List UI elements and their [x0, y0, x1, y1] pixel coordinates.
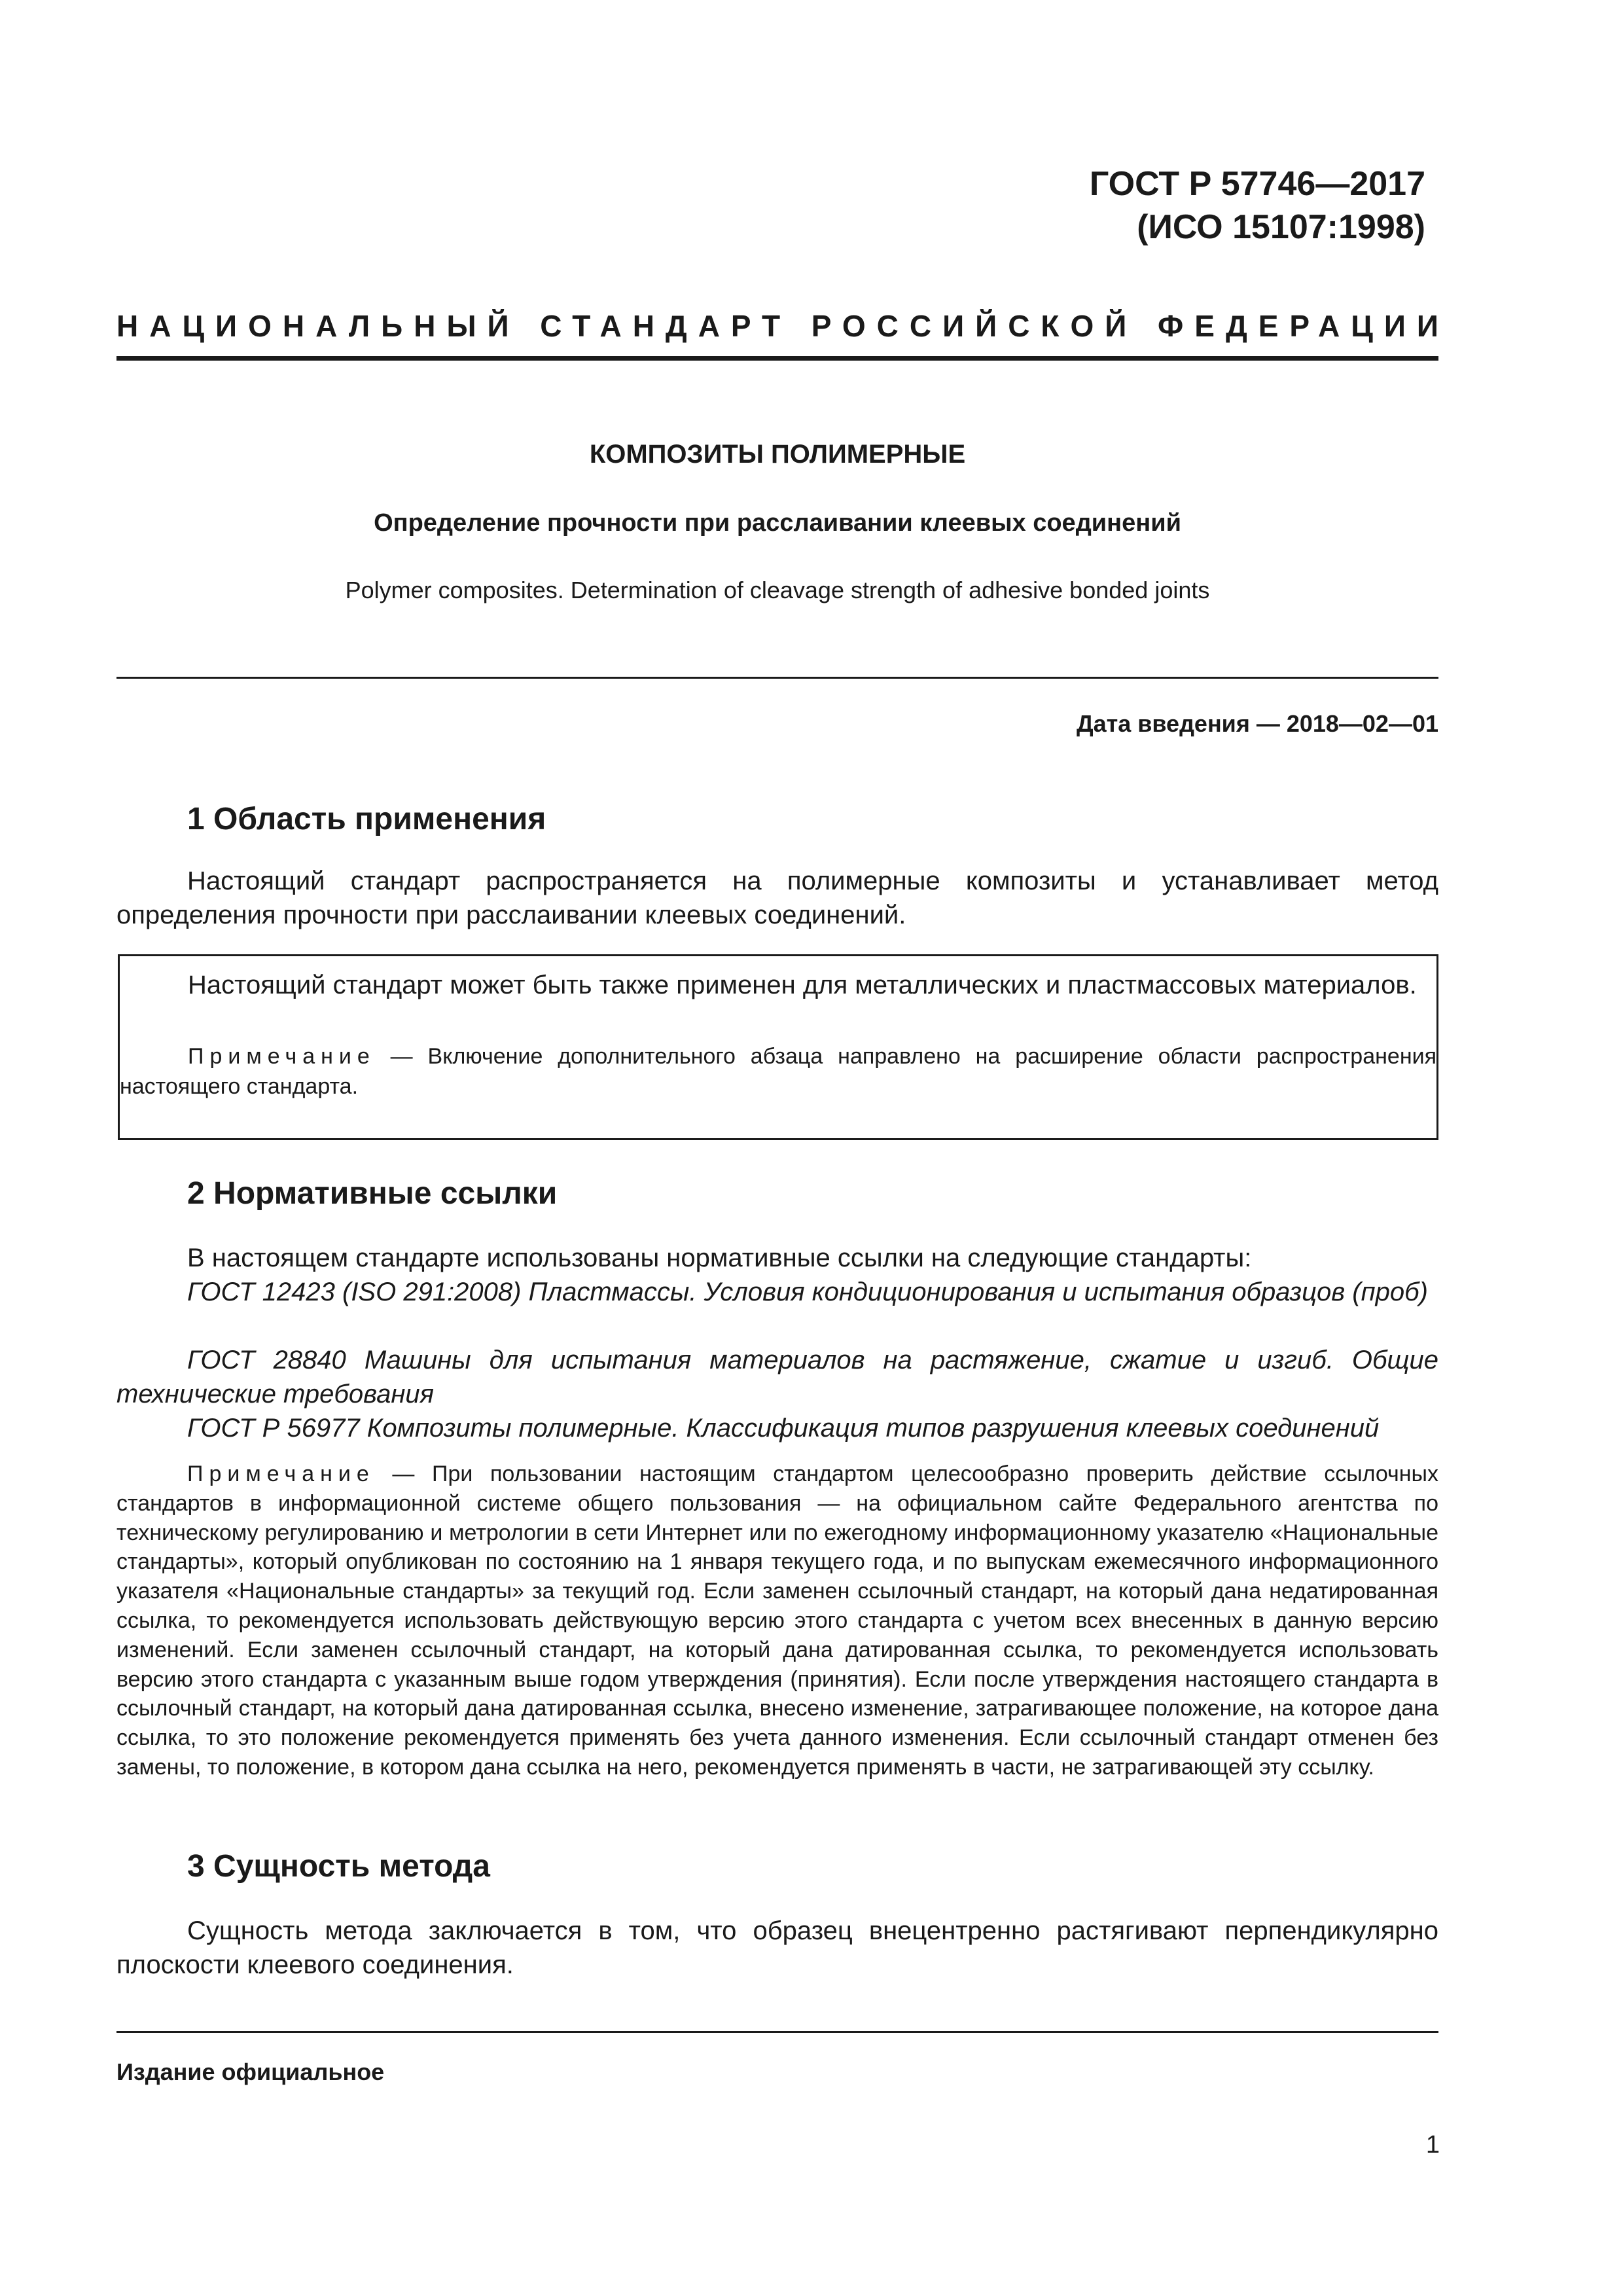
- document-title: КОМПОЗИТЫ ПОЛИМЕРНЫЕ: [589, 440, 966, 469]
- note-label: Примечание: [188, 1044, 376, 1069]
- title-rule: [116, 677, 1438, 679]
- footer-rule: [116, 2031, 1438, 2033]
- document-subtitle: Определение прочности при расслаивании клеевых соединений: [374, 509, 1181, 537]
- banner-word: СТАНДАРТ: [540, 309, 792, 343]
- standard-designation: [836, 162, 1425, 249]
- banner-word: РОССИЙСКОЙ: [811, 309, 1138, 343]
- page-number: 1: [1425, 2131, 1440, 2159]
- introduction-date: Дата введения — 2018—02—01: [1076, 710, 1438, 737]
- box-note: [120, 1041, 1436, 1102]
- section-2-note: [116, 1460, 1438, 1782]
- section-1-heading: 1 Область применения: [187, 802, 546, 836]
- official-edition-label: Издание официальное: [116, 2058, 385, 2085]
- iso-number: (ИСО 15107:1998): [1137, 208, 1425, 246]
- section-3-heading: 3 Сущность метода: [187, 1849, 490, 1884]
- reference-item: ГОСТ 12423 (ISO 291:2008) Пластмассы. Условия кондиционирования и испытания образцов (проб): [187, 1278, 1428, 1306]
- section-2-heading: 2 Нормативные ссылки: [187, 1176, 558, 1211]
- box-paragraph: Настоящий стандарт может быть также применен для металлических и пластмассовых материалов.: [188, 971, 1417, 999]
- banner-word: ФЕДЕРАЦИИ: [1158, 309, 1450, 343]
- banner-word: НАЦИОНАЛЬНЫЙ: [116, 309, 520, 343]
- english-title: Polymer composites. Determination of cleavage strength of adhesive bonded joints: [345, 577, 1210, 603]
- standard-number: ГОСТ Р 57746—2017: [1089, 165, 1425, 203]
- national-standard-banner: [116, 308, 1450, 344]
- section-1-paragraph: Настоящий стандарт распространяется на полимерные композиты и устанавливает метод определения прочности при расслаивании клеевых соединений.: [116, 867, 1438, 929]
- section-3-paragraph: Сущность метода заключается в том, что образец внецентренно растягивают перпендикулярно плоскости клеевого соединения.: [116, 1916, 1438, 1979]
- supplement-box: [118, 954, 1438, 1140]
- section-2-intro: В настоящем стандарте использованы нормативные ссылки на следующие стандарты:: [187, 1244, 1252, 1272]
- note-label: Примечание: [187, 1462, 375, 1486]
- reference-item: ГОСТ 28840 Машины для испытания материалов на растяжение, сжатие и изгиб. Общие технические требования: [116, 1346, 1438, 1408]
- reference-item: ГОСТ Р 56977 Композиты полимерные. Классификация типов разрушения клеевых соединений: [187, 1414, 1380, 1443]
- header-rule: [116, 356, 1438, 361]
- note-text: — При пользовании настоящим стандартом целесообразно проверить действие ссылочных стандартов в информационной системе общего пользования — на официальном сайте Федерального агентства по техническому регулированию и метрологии в сети Интернет или по ежегодному информационному указателю «Национальные стандарты», который опубликован по состоянию на 1 января текущего года, и по выпускам ежемесячного информационного указателя «Национальные стандарты» за текущий год. Если заменен ссылочный стандарт, на который дана недатированная ссылка, то рекомендуется использовать действующую версию этого стандарта с учетом всех внесенных в данную версию изменений. Если заменен ссылочный стандарт, на который дана датированная ссылка, то рекомендуется использовать версию этого стандарта с указанным выше годом утверждения (принятия). Если после утверждения настоящего стандарта в ссылочный стандарт, на который дана датированная ссылка, внесено изменение, затрагивающее положение, на которое дана ссылка, то это положение рекомендуется применять без учета данного изменения. Если ссылочный стандарт отменен без замены, то положение, в котором дана ссылка на него, рекомендуется применять в части, не затрагивающей эту ссылку.: [116, 1462, 1438, 1780]
- note-text: — Включение дополнительного абзаца направлено на расширение области распространения настоящего стандарта.: [120, 1044, 1436, 1099]
